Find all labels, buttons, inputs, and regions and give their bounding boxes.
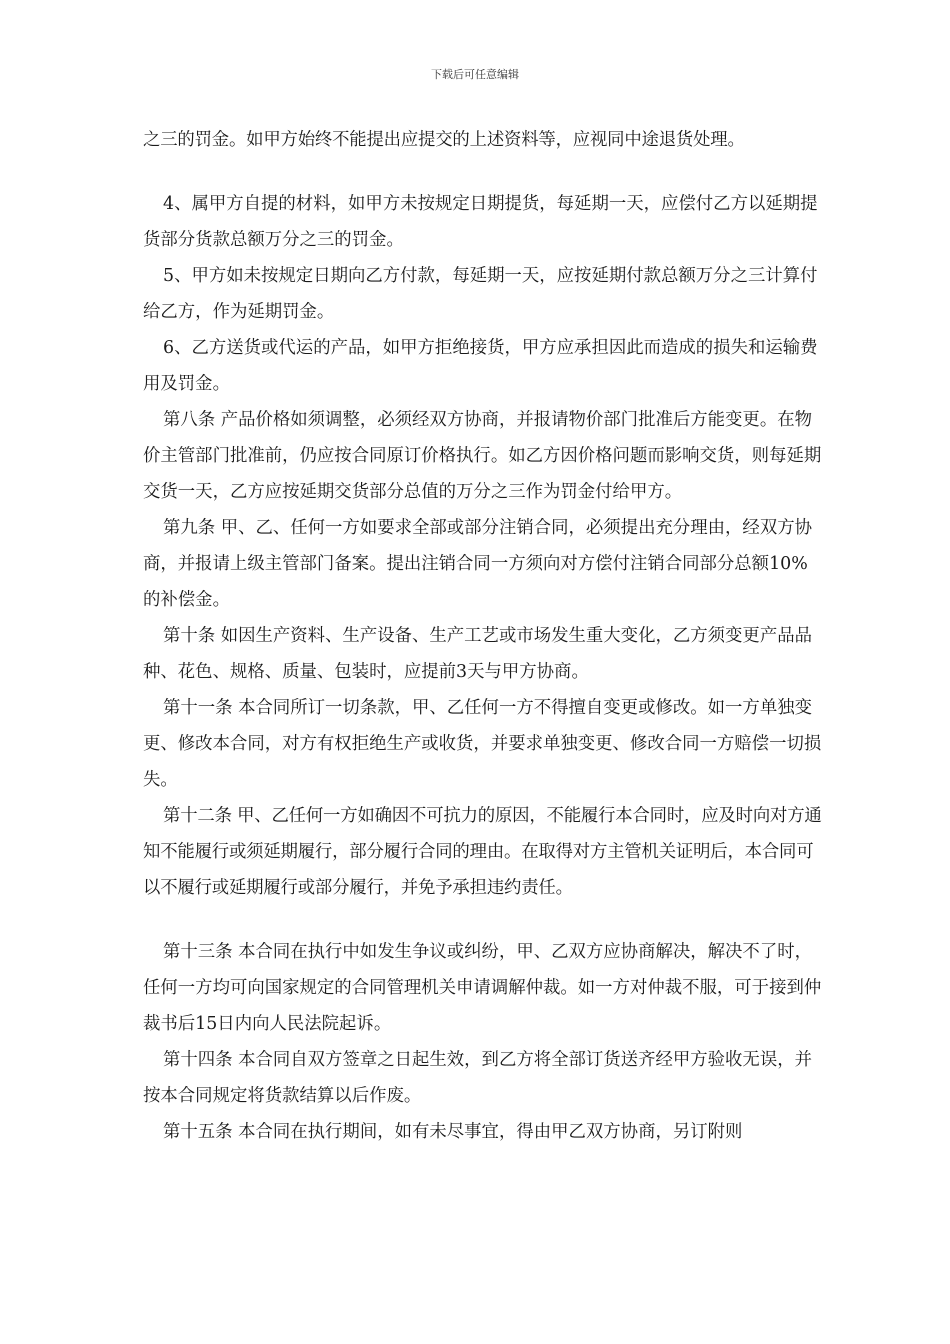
- header-note: 下载后可任意编辑: [431, 68, 519, 81]
- paragraph-article-10: 第十条 如因生产资料、生产设备、生产工艺或市场发生重大变化，乙方须变更产品品种、花色、规格、质量、包装时，应提前3天与甲方协商。: [143, 626, 812, 682]
- paragraph-article-13: 第十三条 本合同在执行中如发生争议或纠纷，甲、乙双方应协商解决，解决不了时，任何一方均可向国家规定的合同管理机关申请调解仲裁。如一方对仲裁不服，可于接到仲裁书后15日内向人民法院起诉。: [143, 942, 822, 1034]
- paragraph-continuation: 之三的罚金。如甲方始终不能提出应提交的上述资料等，应视同中途退货处理。: [143, 130, 745, 150]
- paragraph-article-14: 第十四条 本合同自双方签章之日起生效，到乙方将全部订货送齐经甲方验收无误，并按本合同规定将货款结算以后作废。: [143, 1050, 812, 1106]
- paragraph-article-11: 第十一条 本合同所订一切条款，甲、乙任何一方不得擅自变更或修改。如一方单独变更、修改本合同，对方有权拒绝生产或收货，并要求单独变更、修改合同一方赔偿一切损失。: [143, 698, 822, 790]
- paragraph-clause-4: 4、属甲方自提的材料，如甲方未按规定日期提货，每延期一天，应偿付乙方以延期提货部分货款总额万分之三的罚金。: [143, 194, 818, 250]
- paragraph-article-8: 第八条 产品价格如须调整，必须经双方协商，并报请物价部门批准后方能变更。在物价主管部门批准前，仍应按合同原订价格执行。如乙方因价格问题而影响交货，则每延期交货一天，乙方应按延期交货部分总值的万分之三作为罚金付给甲方。: [143, 410, 822, 502]
- paragraph-article-12: 第十二条 甲、乙任何一方如确因不可抗力的原因，不能履行本合同时，应及时向对方通知不能履行或须延期履行，部分履行合同的理由。在取得对方主管机关证明后，本合同可以不履行或延期履行或部分履行，并免予承担违约责任。: [143, 806, 822, 898]
- paragraph-article-9: 第九条 甲、乙、任何一方如要求全部或部分注销合同，必须提出充分理由，经双方协商，并报请上级主管部门备案。提出注销合同一方须向对方偿付注销合同部分总额10%的补偿金。: [143, 518, 812, 610]
- paragraph-clause-6: 6、乙方送货或代运的产品，如甲方拒绝接货，甲方应承担因此而造成的损失和运输费用及罚金。: [143, 338, 818, 394]
- paragraph-article-15: 第十五条 本合同在执行期间，如有未尽事宜，得由甲乙双方协商，另订附则: [163, 1122, 743, 1142]
- paragraph-clause-5: 5、甲方如未按规定日期向乙方付款，每延期一天，应按延期付款总额万分之三计算付给乙方，作为延期罚金。: [143, 266, 818, 322]
- contract-body: [143, 122, 823, 1150]
